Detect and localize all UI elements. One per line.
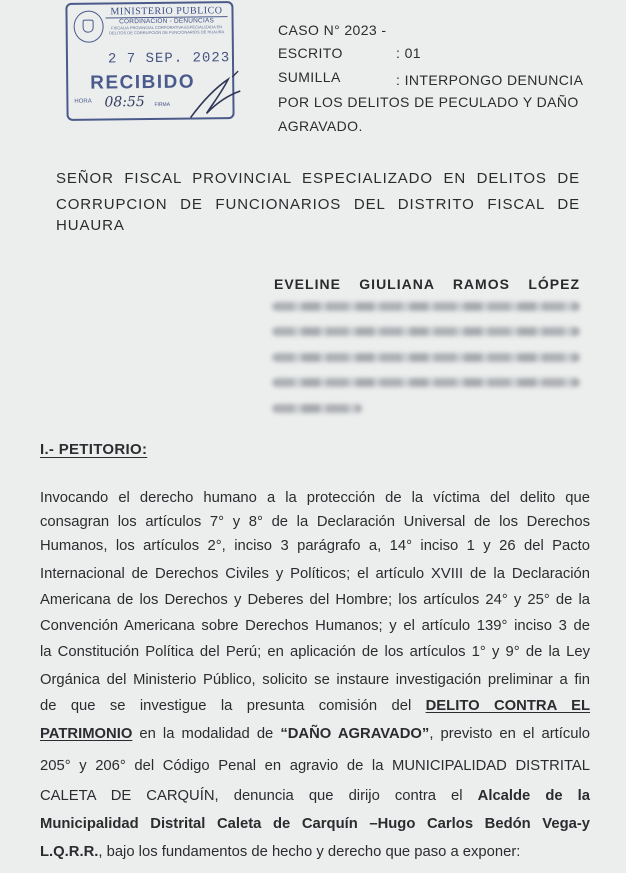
stamp-org-line1: MINISTERIO PUBLICO [105,5,227,18]
body-line [40,787,590,805]
crime-heading: PATRIMONIO [40,726,133,742]
body-line: Convención Americana sobre Derechos Humanos; y el artículo 139° inciso 3 de [40,618,590,634]
sumilla-value: : INTERPONGO DENUNCIA [396,72,584,88]
stamp-date: 2 7 SEP. 2023 [107,50,231,68]
body-text: en la modalidad de [132,726,281,742]
body-line: 205° y 206° del Código Penal en agravio de la MUNICIPALIDAD DISTRITAL [40,758,590,774]
body-text: , previsto en el artículo [429,726,590,742]
coat-of-arms-seal-icon [73,10,103,42]
addressee-line3: HUAURA [56,217,125,234]
crime-modality: “DAÑO AGRAVADO” [280,726,430,742]
body-line [40,697,590,715]
body-text: CALETA DE CARQUÍN, denuncia que dirijo contra el [40,788,463,804]
sumilla-label: SUMILLA [278,69,341,85]
escrito-value: : 01 [396,45,421,61]
stamp-hora-value: 08:55 [104,94,145,111]
section-title-petitorio: I.- PETITORIO: [40,441,148,458]
body-line: Internacional de Derechos Civiles y Políticos; el artículo XVIII de la Declaración [40,566,590,582]
accused-title: Alcalde de la [477,788,590,804]
body-line: consagran los artículos 7° y 8° de la Declaración Universal de los Derechos [40,514,590,530]
addressee-line2: CORRUPCION DE FUNCIONARIOS DEL DISTRITO FISCAL DE [56,196,580,213]
stamp-firma-label: FIRMA [154,101,171,108]
stamp-status: RECIBIDO [90,71,196,94]
escrito-label: ESCRITO [278,45,343,61]
stamp-hora-label: HORA [74,98,92,105]
body-line: Invocando el derecho humano a la protección de la víctima del delito que [40,490,590,506]
body-line: Humanos, los artículos 2°, inciso 3 parágrafo a, 14° inciso 1 y 26 del Pacto [40,538,590,554]
body-text: de que se investigue la presunta comisión del [40,698,412,714]
body-line-accused: Municipalidad Distrital Caleta de Carquín –Hugo Carlos Bedón Vega-y [40,816,590,832]
stamp-org-line3: FISCALIA PROVINCIAL CORPORATIVA ESPECIALIZADA EN DELITOS DE CORRUPCION DE FUNCIONARIOS DE HUAURA [109,24,225,36]
body-line: Americana de los Derechos y Deberes del Hombre; los artículos 24° y 25° de la [40,592,590,608]
body-text: , bajo los fundamentos de hecho y derecho que paso a exponer: [98,844,521,860]
sumilla-line2: POR LOS DELITOS DE PECULADO Y DAÑO [278,94,579,110]
addressee-line1: SEÑOR FISCAL PROVINCIAL ESPECIALIZADO EN DELITOS DE [56,170,580,187]
body-line: la Constitución Política del Perú; en aplicación de los artículos 1° y 9° de la Ley [40,644,590,660]
body-line [40,725,590,743]
received-stamp [65,1,234,121]
crime-heading: DELITO CONTRA EL [425,698,590,714]
handwritten-signature-icon [176,65,257,126]
stamp-organization [105,5,227,35]
stamp-org-line2: CORDINACION - DENUNCIAS [119,17,215,26]
lqrr-abbrev: L.Q.R.R. [40,844,99,860]
case-number: CASO N° 2023 - [278,22,387,38]
body-line [40,843,590,861]
author-name: EVELINE GIULIANA RAMOS LÓPEZ [274,276,580,292]
body-line: Orgánica del Ministerio Público, solicito se instaure investigación preliminar a fin [40,672,590,688]
sumilla-line3: AGRAVADO. [278,118,363,134]
